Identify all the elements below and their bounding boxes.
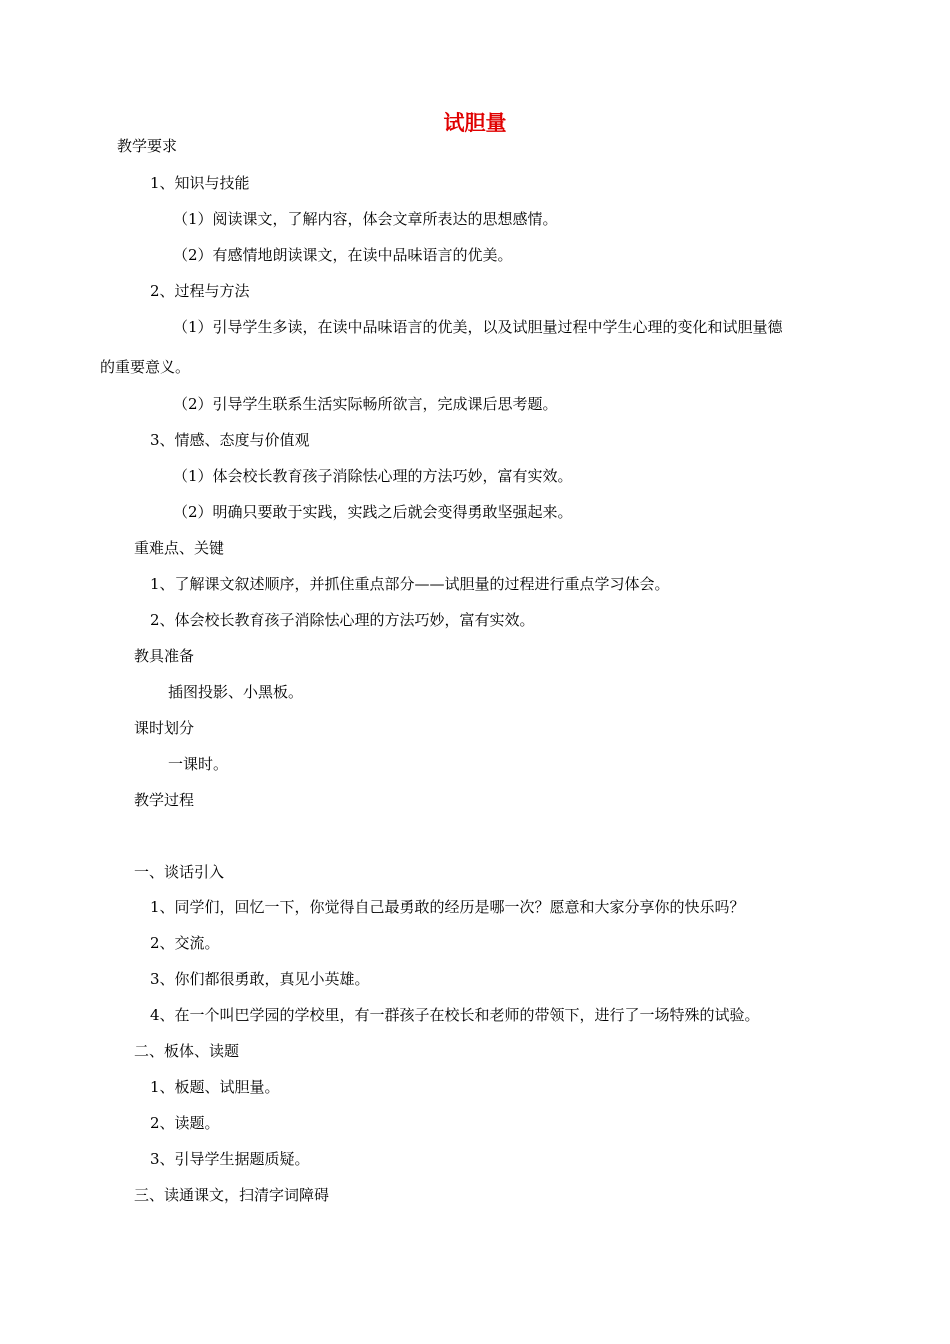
list-item: （2）引导学生联系生活实际畅所欲言，完成课后思考题。 (173, 395, 558, 413)
list-item-continuation: 的重要意义。 (100, 358, 191, 376)
paragraph: 插图投影、小黑板。 (168, 683, 304, 701)
section-heading: 二、板体、读题 (134, 1042, 240, 1060)
document-title: 试胆量 (443, 111, 507, 135)
list-item: 4、在一个叫巴学园的学校里，有一群孩子在校长和老师的带领下，进行了一场特殊的试验。 (150, 1006, 760, 1024)
paragraph: 一课时。 (168, 755, 229, 773)
subsection-heading: 1、知识与技能 (150, 174, 250, 192)
list-item: （1）阅读课文，了解内容，体会文章所表达的思想感情。 (173, 210, 558, 228)
section-heading: 教学过程 (134, 791, 195, 809)
section-heading: 课时划分 (134, 719, 195, 737)
list-item: （1）体会校长教育孩子消除怯心理的方法巧妙，富有实效。 (173, 467, 573, 485)
section-heading: 教具准备 (134, 647, 195, 665)
list-item: 1、板题、试胆量。 (150, 1078, 280, 1096)
list-item: （2）有感情地朗读课文，在读中品味语言的优美。 (173, 246, 513, 264)
list-item: 2、读题。 (150, 1114, 220, 1132)
list-item: 2、交流。 (150, 934, 220, 952)
subsection-heading: 3、情感、态度与价值观 (150, 431, 310, 449)
section-heading: 一、谈话引入 (134, 863, 225, 881)
section-heading: 三、读通课文，扫清字词障碍 (134, 1186, 330, 1204)
list-item: 3、引导学生据题质疑。 (150, 1150, 310, 1168)
list-item: （2）明确只要敢于实践，实践之后就会变得勇敢坚强起来。 (173, 503, 573, 521)
section-heading: 教学要求 (117, 137, 178, 155)
list-item: 1、同学们，回忆一下，你觉得自己最勇敢的经历是哪一次？愿意和大家分享你的快乐吗？ (150, 898, 745, 916)
list-item: 1、了解课文叙述顺序，并抓住重点部分——试胆量的过程进行重点学习体会。 (150, 575, 670, 593)
list-item: 2、体会校长教育孩子消除怯心理的方法巧妙，富有实效。 (150, 611, 535, 629)
list-item: 3、你们都很勇敢，真见小英雄。 (150, 970, 370, 988)
section-heading: 重难点、关键 (134, 539, 225, 557)
subsection-heading: 2、过程与方法 (150, 282, 250, 300)
list-item: （1）引导学生多读，在读中品味语言的优美，以及试胆量过程中学生心理的变化和试胆量德 (173, 318, 783, 336)
